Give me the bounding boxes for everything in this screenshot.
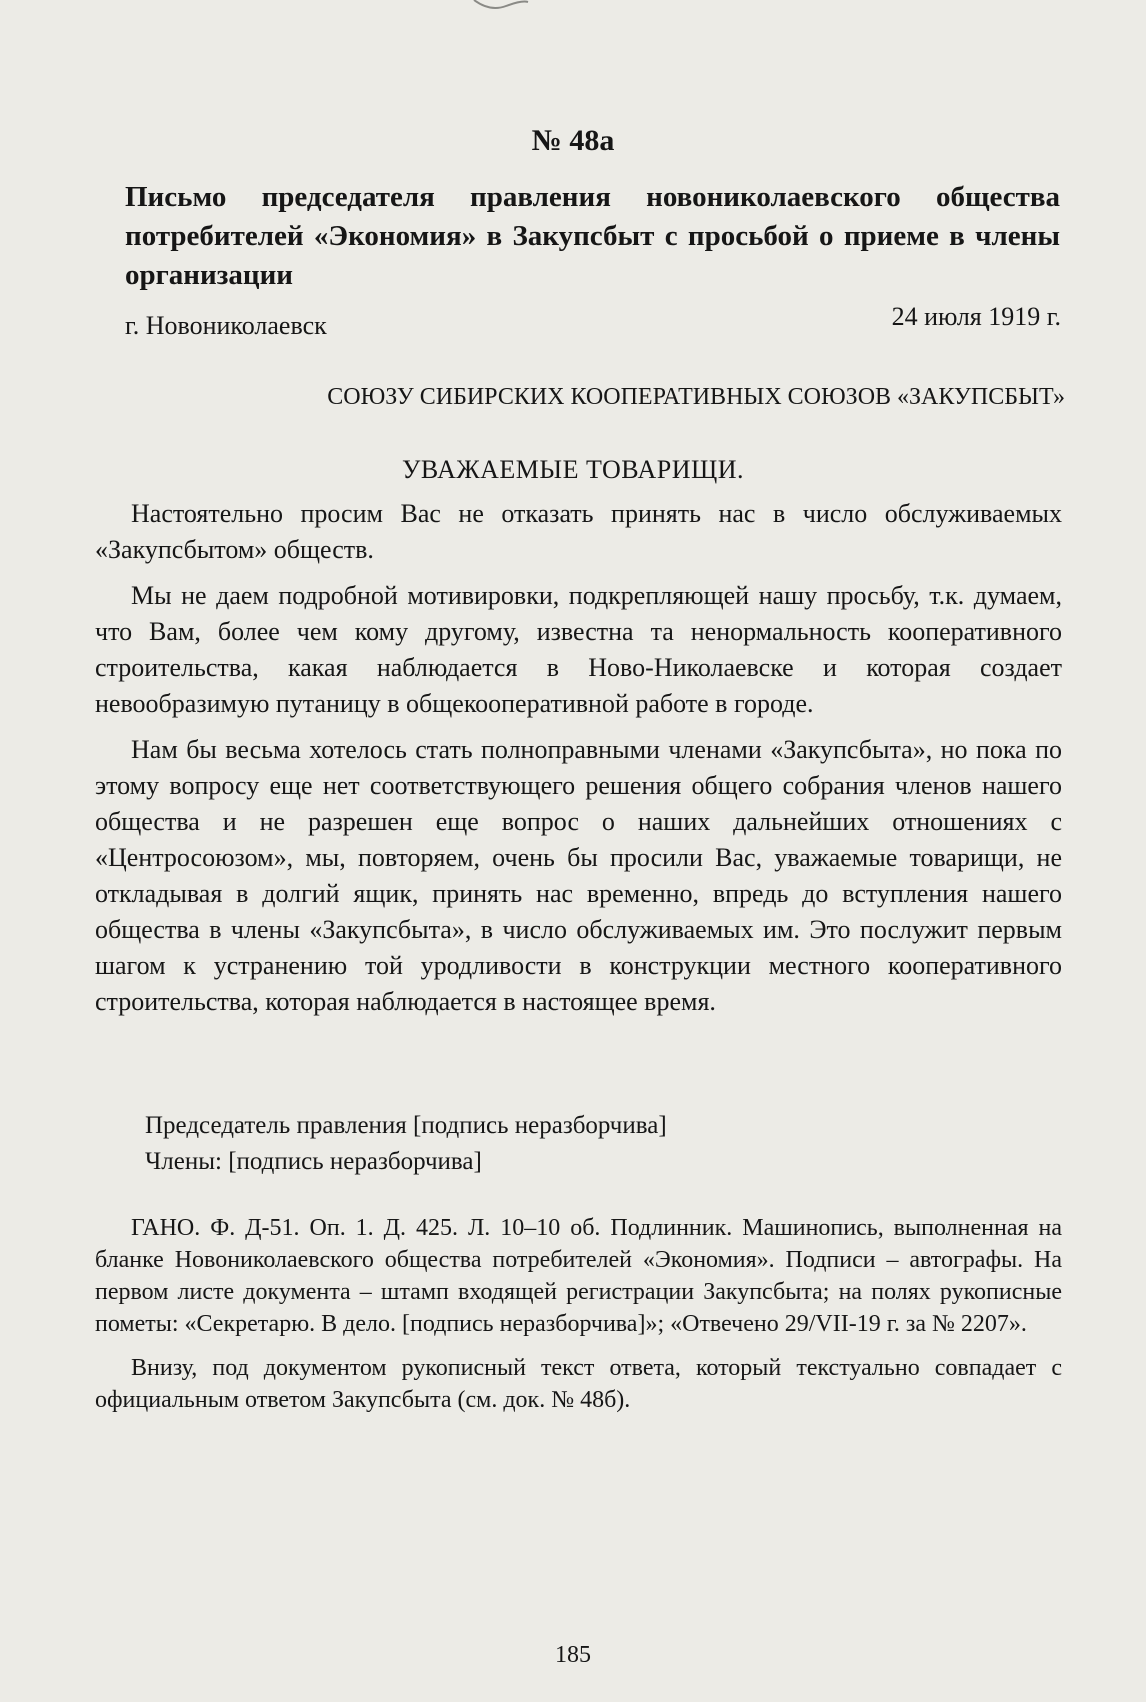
letter-body bbox=[95, 496, 1062, 1030]
document-number: № 48а bbox=[531, 124, 615, 157]
scan-mark-icon bbox=[470, 0, 530, 14]
archival-note: Внизу, под документом рукописный текст ответа, который текстуально совпадает с официальным ответом Закупсбыта (см. док. № 48б). bbox=[95, 1355, 1062, 1413]
signatures-block bbox=[145, 1108, 667, 1180]
document-title: Письмо председателя правления новониколаевского общества потребителей «Экономия» в Закупсбыт с просьбой о приеме в члены организации bbox=[125, 181, 1060, 291]
document-date: 24 июля 1919 г. bbox=[891, 302, 1061, 331]
signature-chairman: Председатель правления [подпись неразборчива] bbox=[145, 1112, 667, 1139]
signature-members: Члены: [подпись неразборчива] bbox=[145, 1148, 482, 1175]
archival-note: ГАНО. Ф. Д-51. Оп. 1. Д. 425. Л. 10–10 об. Подлинник. Машинопись, выполненная на бланке Новониколаевского общества потребителей «Экономия». Подписи – автографы. На первом листе документа – штамп входящей регистрации Закупсбыта; на полях рукописные пометы: «Секретарю. В дело. [подпись неразборчива]»; «Отвечено 29/VII-19 г. за № 2207». bbox=[95, 1215, 1062, 1337]
archival-notes bbox=[95, 1212, 1062, 1428]
letter-paragraph: Мы не даем подробной мотивировки, подкрепляющей нашу просьбу, т.к. думаем, что Вам, более чем кому другому, известна та ненормальность кооперативного строительства, какая наблюдается в Ново-Николаевске и которая создает невообразимую путаницу в общекооперативной работе в городе. bbox=[95, 581, 1062, 718]
letter-paragraph: Настоятельно просим Вас не отказать принять нас в число обслуживаемых «Закупсбытом» обществ. bbox=[95, 499, 1062, 564]
letter-paragraph: Нам бы весьма хотелось стать полноправными членами «Закупсбыта», но пока по этому вопросу еще нет соответствующего решения общего собрания членов нашего общества и не разрешен еще вопрос о наших дальнейших отношениях с «Центросоюзом», мы, повторяем, очень бы просили Вас, уважаемые товарищи, не откладывая в долгий ящик, принять нас временно, впредь до вступления нашего общества в члены «Закупсбыта», в число обслуживаемых им. Это послужит первым шагом к устранению той уродливости в конструкции местного кооперативного строительства, которая наблюдается в настоящее время. bbox=[95, 735, 1062, 1016]
addressee: СОЮЗУ СИБИРСКИХ КООПЕРАТИВНЫХ СОЮЗОВ «ЗАКУПСБЫТ» bbox=[327, 384, 1065, 410]
page-number: 185 bbox=[555, 1642, 591, 1668]
document-place: г. Новониколаевск bbox=[125, 311, 327, 340]
salutation: УВАЖАЕМЫЕ ТОВАРИЩИ. bbox=[401, 455, 745, 484]
